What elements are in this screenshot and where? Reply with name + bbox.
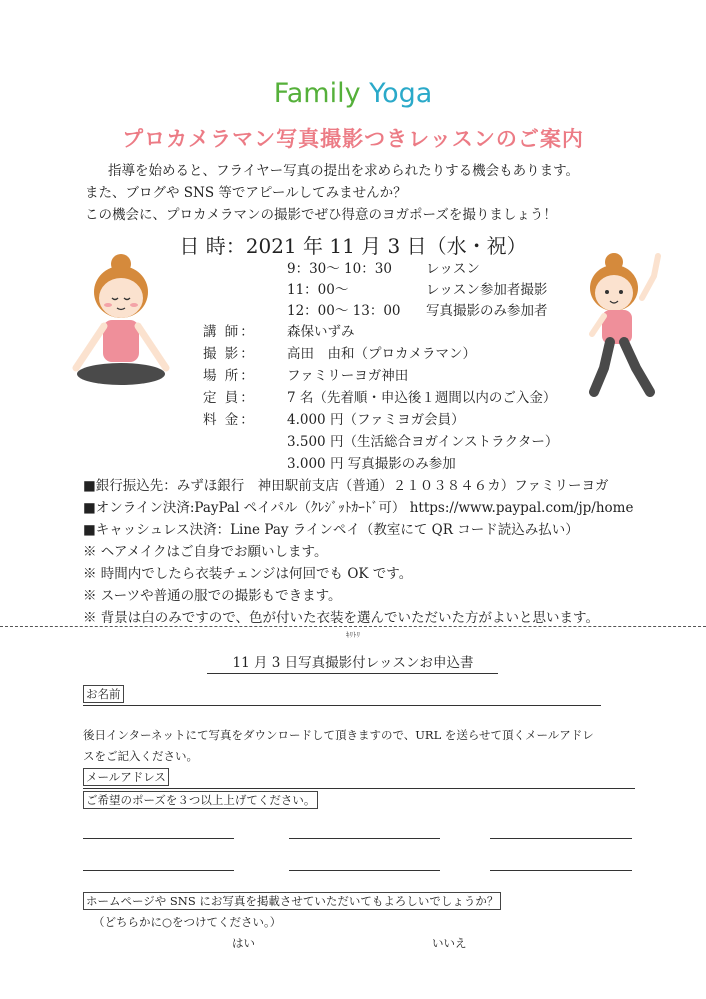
detail-label-photographer: 撮 影：	[203, 346, 256, 362]
schedule-label-3: 写真撮影のみ参加者	[426, 303, 548, 319]
intro-line-3: この機会に、プロカメラマンの撮影でぜひ得意のヨガポーズを撮りましょう！	[85, 207, 557, 223]
fee-instructor: 3.500 円（生活総合ヨガインストラクター）	[287, 434, 559, 450]
pose-input-2[interactable]	[289, 838, 440, 839]
name-field-line[interactable]	[83, 705, 601, 706]
email-field-line[interactable]	[83, 788, 635, 789]
answer-no[interactable]: いいえ	[432, 936, 467, 950]
payment-linepay: ■キャッシュレス決済：Line Pay ラインペイ（教室にて QR コード読込み払い）	[83, 522, 579, 538]
intro-line-2: また、ブログや SNS 等でアピールしてみませんか？	[85, 185, 407, 201]
event-date: 日 時：2021 年 11 月 3 日（水・祝）	[179, 234, 527, 258]
url-note-line-1: 後日インターネットにて写真をダウンロードして頂きますので、URL を送らせて頂くメールアドレ	[83, 728, 594, 742]
pose-input-6[interactable]	[490, 870, 632, 871]
schedule-label-2: レッスン参加者撮影	[426, 282, 548, 298]
note-suits: ※ スーツや普通の服での撮影もできます。	[83, 588, 342, 604]
detail-label-instructor: 講 師：	[203, 324, 256, 340]
detail-label-capacity: 定 員：	[203, 390, 256, 406]
url-note-line-2: スをご記入ください。	[83, 749, 198, 763]
email-field-label: メールアドレス	[83, 769, 169, 785]
note-background: ※ 背景は白のみですので、色が付いた衣装を選んでいただいた方がよいと思います。	[83, 610, 599, 626]
note-hair-makeup: ※ ヘアメイクはご自身でお願いします。	[83, 544, 328, 560]
schedule-time-2: 11：00～	[287, 282, 349, 298]
poses-label: ご希望のポーズを３つ以上上げてください。	[83, 792, 318, 808]
fee-photo-only: 3.000 円 写真撮影のみ参加	[287, 456, 456, 472]
detail-value-fee: 4.000 円（ファミヨガ会員）	[287, 412, 465, 428]
detail-label-fee: 料 金：	[203, 412, 256, 428]
detail-value-instructor: 森保いずみ	[287, 324, 355, 340]
schedule-label-1: レッスン	[426, 261, 480, 277]
sns-instruction: （どちらかに○をつけてください。）	[93, 915, 282, 929]
brand-word-yoga: Yoga	[369, 78, 433, 109]
detail-value-photographer: 高田 由和（プロカメラマン）	[287, 346, 476, 362]
pose-input-1[interactable]	[83, 838, 234, 839]
detail-label-place: 場 所：	[203, 368, 256, 384]
form-title-underline	[207, 673, 498, 674]
payment-bank: ■銀行振込先：みずほ銀行 神田駅前支店（普通）２１０３８４６カ）ファミリーヨガ	[83, 478, 609, 494]
schedule-time-1: 9：30～ 10：30	[287, 261, 392, 277]
pose-input-3[interactable]	[490, 838, 632, 839]
sns-question: ホームページや SNS にお写真を掲載させていただいてもよろしいでしょうか？	[83, 893, 501, 909]
brand-title	[0, 78, 706, 109]
pose-input-4[interactable]	[83, 870, 234, 871]
brand-word-family: Family	[273, 78, 361, 109]
answer-yes[interactable]: はい	[232, 936, 255, 950]
detail-value-capacity: 7 名（先着順・申込後１週間以内のご入金）	[287, 390, 557, 406]
form-title: 11 月 3 日写真撮影付レッスンお申込書	[232, 655, 474, 671]
stretching-woman-illustration	[584, 250, 664, 400]
name-field-label: お名前	[83, 686, 124, 702]
meditating-woman-illustration	[66, 250, 176, 390]
pose-input-5[interactable]	[289, 870, 440, 871]
note-costume-change: ※ 時間内でしたら衣装チェンジは何回でも OK です。	[83, 566, 413, 582]
detail-value-place: ファミリーヨガ神田	[287, 368, 409, 384]
schedule-time-3: 12：00～ 13：00	[287, 303, 401, 319]
cut-label: ｷﾘﾄﾘ	[346, 631, 360, 639]
page-subtitle: プロカメラマン写真撮影つきレッスンのご案内	[122, 126, 584, 151]
payment-paypal: ■オンライン決済:PayPal ペイパル（ｸﾚｼﾞｯﾄｶｰﾄﾞ可） https://www.paypal.com/jp/home	[83, 500, 634, 516]
intro-line-1: 指導を始めると、フライヤー写真の提出を求められたりする機会もあります。	[108, 163, 580, 179]
cut-line	[0, 626, 706, 627]
